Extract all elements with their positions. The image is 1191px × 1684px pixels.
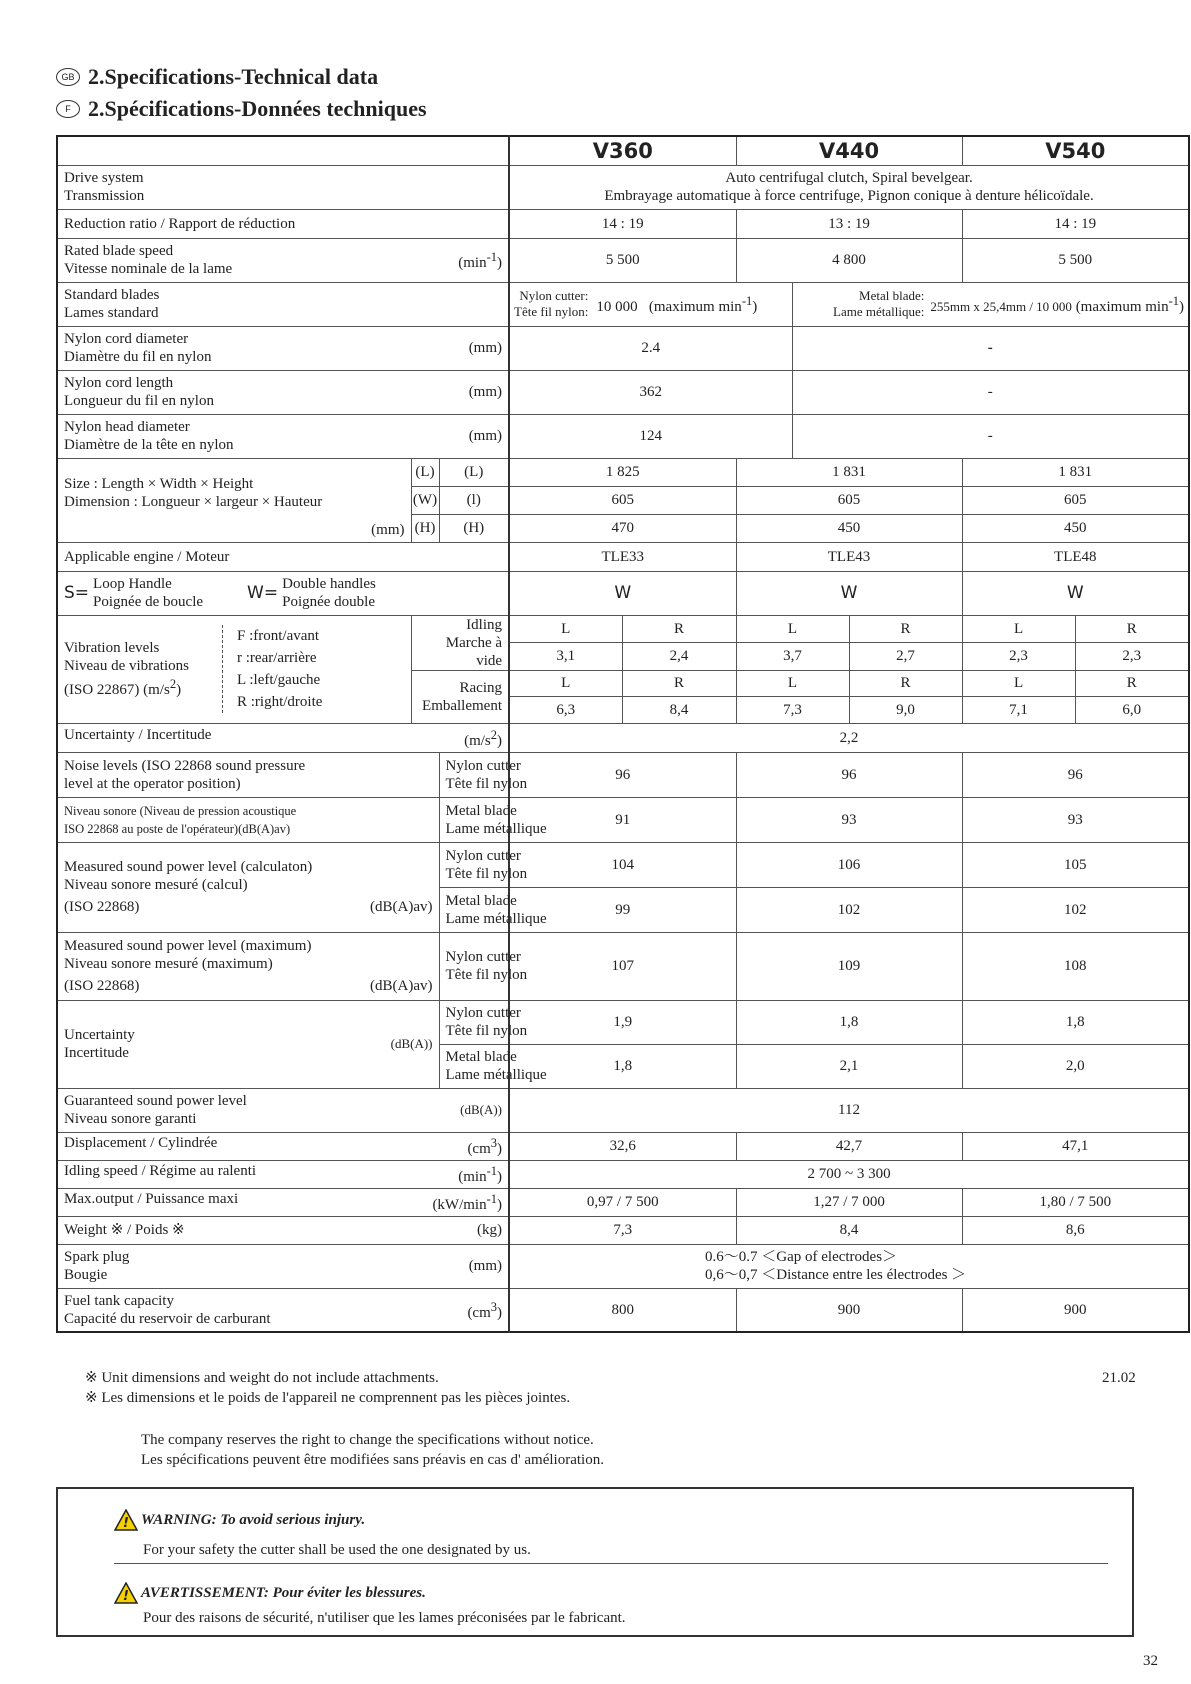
max-output-label: Max.output / Puissance maxi $(kW/\min^{-1})$: [57, 1188, 509, 1216]
heading-fr: [56, 96, 427, 122]
power-max-v540: 108: [962, 932, 1189, 1000]
table-row: [57, 1216, 1189, 1244]
table-row: [57, 1244, 1189, 1288]
noise-nylon-label: Nylon cutter Tête fil nylon: [439, 752, 509, 797]
standard-blades-metal: Metal blade: Lame métallique: 255mm x 25,4mm / 10 000 (maximum $\min^{-1}$): [792, 282, 1189, 326]
size-l-v360: 1 825: [509, 458, 736, 486]
table-row: [57, 414, 1189, 458]
table-row: [57, 1188, 1189, 1216]
uncertainty-db-label: Uncertainty Incertitude (dB(A)): [57, 1000, 439, 1088]
vib-side-r: R: [1075, 615, 1189, 643]
vib-side-r: R: [849, 615, 962, 643]
weight-v440: 8,4: [736, 1216, 962, 1244]
idling-v540-r: 2,3: [1075, 643, 1189, 671]
model-v540: V540: [962, 136, 1189, 165]
table-row: [57, 1160, 1189, 1188]
vib-side-r: R: [1075, 670, 1189, 696]
engine-v360: TLE33: [509, 542, 736, 571]
unc-db-nylon-v360: 1,9: [509, 1000, 736, 1044]
table-row: [57, 797, 1189, 842]
fuel-v360: 800: [509, 1288, 736, 1332]
racing-v360-l: 6,3: [509, 696, 622, 723]
table-row: [57, 370, 1189, 414]
vib-side-l: L: [736, 615, 849, 643]
vib-side-l: L: [509, 670, 622, 696]
table-row: [57, 326, 1189, 370]
weight-label: Weight ※ / Poids ※ (kg): [57, 1216, 509, 1244]
cord-length-dash: -: [792, 370, 1189, 414]
idling-v440-l: 3,7: [736, 643, 849, 671]
vibration-legend: F :front/avant r :rear/arrière L :left/gauche R :right/droite: [222, 625, 322, 713]
power-max-label: Measured sound power level (maximum) Niveau sonore mesuré (maximum) (ISO 22868) (dB(A)av): [57, 932, 439, 1000]
noise-nylon-v440: 96: [736, 752, 962, 797]
noise-nylon-v540: 96: [962, 752, 1189, 797]
size-h-v440: 450: [736, 514, 962, 542]
version-number: 21.02: [1102, 1370, 1136, 1386]
guaranteed-label: Guaranteed sound power level Niveau sonore garanti (dB(A)): [57, 1088, 509, 1132]
racing-v360-r: 8,4: [622, 696, 736, 723]
engine-v440: TLE43: [736, 542, 962, 571]
heading-gb-title: 2.Specifications-Technical data: [88, 64, 379, 89]
blade-speed-v360: 5 500: [509, 238, 736, 282]
weight-v360: 7,3: [509, 1216, 736, 1244]
idling-v440-r: 2,7: [849, 643, 962, 671]
table-row: [57, 932, 1189, 1000]
unc-db-nylon-v540: 1,8: [962, 1000, 1189, 1044]
table-row: [57, 571, 1189, 615]
vib-side-r: R: [622, 670, 736, 696]
racing-v440-l: 7,3: [736, 696, 849, 723]
reserve-fr: Les spécifications peuvent être modifiées sans préavis en cas d' amélioration.: [141, 1452, 604, 1468]
blade-speed-v540: 5 500: [962, 238, 1189, 282]
max-output-v440: 1,27 / 7 000: [736, 1188, 962, 1216]
size-w-v360: 605: [509, 486, 736, 514]
table-row: [57, 1132, 1189, 1160]
cord-length-value: 362: [509, 370, 792, 414]
cord-diameter-value: 2.4: [509, 326, 792, 370]
displacement-label: Displacement / Cylindrée $(cm^3)$: [57, 1132, 509, 1160]
size-key-en: (L): [411, 458, 439, 486]
standard-blades-label: Standard blades Lames standard: [57, 282, 509, 326]
head-diameter-label: Nylon head diameter Diamètre de la tête en nylon (mm): [57, 414, 509, 458]
cord-diameter-label: Nylon cord diameter Diamètre du fil en nylon (mm): [57, 326, 509, 370]
head-diameter-dash: -: [792, 414, 1189, 458]
uncertainty-db-metal-label: Metal blade Lame métallique: [439, 1044, 509, 1088]
table-row: [57, 238, 1189, 282]
reduction-v540: 14 : 19: [962, 209, 1189, 238]
weight-v540: 8,6: [962, 1216, 1189, 1244]
reduction-v360: 14 : 19: [509, 209, 736, 238]
uncertainty-vib-value: 2,2: [509, 723, 1189, 752]
engine-v540: TLE48: [962, 542, 1189, 571]
racing-label: Racing Emballement: [411, 670, 509, 723]
warning-title-en: ! WARNING: To avoid serious injury.: [114, 1509, 365, 1531]
displacement-v440: 42,7: [736, 1132, 962, 1160]
power-calc-metal-v360: 99: [509, 887, 736, 932]
noise-metal-v540: 93: [962, 797, 1189, 842]
drive-value: Auto centrifugal clutch, Spiral bevelgear. Embrayage automatique à force centrifuge, Pignon conique à denture hélicoïdale.: [509, 165, 1189, 209]
unc-db-metal-v540: 2,0: [962, 1044, 1189, 1088]
max-output-v360: 0,97 / 7 500: [509, 1188, 736, 1216]
table-row: [57, 282, 1189, 326]
size-w-v540: 605: [962, 486, 1189, 514]
table-row: [57, 723, 1189, 752]
power-calc-metal-v440: 102: [736, 887, 962, 932]
size-key-fr: (l): [439, 486, 509, 514]
idling-v540-l: 2,3: [962, 643, 1075, 671]
blade-speed-label: Rated blade speed Vitesse nominale de la lame $(\min^{-1})$: [57, 238, 509, 282]
vib-side-l: L: [509, 615, 622, 643]
size-key-fr: (L): [439, 458, 509, 486]
size-l-v440: 1 831: [736, 458, 962, 486]
vib-side-l: L: [736, 670, 849, 696]
fuel-v440: 900: [736, 1288, 962, 1332]
unc-db-nylon-v440: 1,8: [736, 1000, 962, 1044]
vibration-label: Vibration levels Niveau de vibrations (ISO 22867) $(m/s^2)$ F :front/avant r :rear/arrière L :left/gauche R :right/droite: [57, 615, 411, 723]
guaranteed-value: 112: [509, 1088, 1189, 1132]
blade-speed-v440: 4 800: [736, 238, 962, 282]
power-calc-label: Measured sound power level (calculaton) Niveau sonore mesuré (calcul) (ISO 22868) (dB(A)av): [57, 842, 439, 932]
head-diameter-value: 124: [509, 414, 792, 458]
power-calc-metal-v540: 102: [962, 887, 1189, 932]
handle-v360: W: [509, 571, 736, 615]
handle-v540: W: [962, 571, 1189, 615]
table-row: [57, 1088, 1189, 1132]
size-key-fr: (H): [439, 514, 509, 542]
noise-metal-v440: 93: [736, 797, 962, 842]
idling-speed-label: Idling speed / Régime au ralenti $(\min^{-1})$: [57, 1160, 509, 1188]
vib-side-r: R: [849, 670, 962, 696]
uncertainty-db-nylon-label: Nylon cutter Tête fil nylon: [439, 1000, 509, 1044]
max-output-v540: 1,80 / 7 500: [962, 1188, 1189, 1216]
racing-v440-r: 9,0: [849, 696, 962, 723]
svg-text:!: !: [123, 1589, 129, 1604]
noise-label-fr: Niveau sonore (Niveau de pression acoustique ISO 22868 au poste de l'opérateur)(dB(A)av): [57, 797, 439, 842]
handle-label: S= Loop Handle Poignée de boucle W= Double handles Poignée double: [57, 571, 509, 615]
power-max-v440: 109: [736, 932, 962, 1000]
power-calc-nylon-v540: 105: [962, 842, 1189, 887]
idling-speed-value: 2 700 ~ 3 300: [509, 1160, 1189, 1188]
displacement-v540: 47,1: [962, 1132, 1189, 1160]
power-calc-nylon-v360: 104: [509, 842, 736, 887]
table-row: [57, 842, 1189, 887]
spark-label: Spark plug Bougie (mm): [57, 1244, 509, 1288]
warning-triangle-icon: [114, 1509, 138, 1531]
size-key-en: (H): [411, 514, 439, 542]
warning-text-en: For your safety the cutter shall be used the one designated by us.: [143, 1542, 531, 1558]
table-row: [57, 136, 1189, 165]
racing-v540-r: 6,0: [1075, 696, 1189, 723]
heading-fr-title: 2.Spécifications-Données techniques: [88, 96, 427, 121]
idling-v360-r: 2,4: [622, 643, 736, 671]
table-row: [57, 1000, 1189, 1044]
reduction-label: Reduction ratio / Rapport de réduction: [57, 209, 509, 238]
gb-flag-icon: GB: [56, 68, 80, 86]
racing-v540-l: 7,1: [962, 696, 1075, 723]
power-calc-nylon-v440: 106: [736, 842, 962, 887]
table-row: [57, 1288, 1189, 1332]
size-key-en: (W): [411, 486, 439, 514]
cord-length-label: Nylon cord length Longueur du fil en nylon (mm): [57, 370, 509, 414]
reduction-v440: 13 : 19: [736, 209, 962, 238]
warning-triangle-icon: [114, 1582, 138, 1604]
vib-side-l: L: [962, 670, 1075, 696]
drive-label: Drive system Transmission: [57, 165, 509, 209]
uncertainty-vib-label: Uncertainty / Incertitude $(m/s^2)$: [57, 723, 509, 752]
standard-blades-nylon: Nylon cutter: Tête fil nylon: 10 000 (maximum $\min^{-1}$): [509, 282, 792, 326]
table-row: [57, 615, 1189, 643]
noise-label-en: Noise levels (ISO 22868 sound pressure level at the operator position): [57, 752, 439, 797]
fuel-v540: 900: [962, 1288, 1189, 1332]
warning-title-fr: ! AVERTISSEMENT: Pour éviter les blessures.: [114, 1582, 426, 1604]
size-l-v540: 1 831: [962, 458, 1189, 486]
cord-diameter-dash: -: [792, 326, 1189, 370]
noise-nylon-v360: 96: [509, 752, 736, 797]
size-h-v360: 470: [509, 514, 736, 542]
warning-text-fr: Pour des raisons de sécurité, n'utiliser que les lames préconisées par le fabricant.: [143, 1610, 626, 1626]
unc-db-metal-v360: 1,8: [509, 1044, 736, 1088]
model-v360: V360: [509, 136, 736, 165]
table-row: [57, 165, 1189, 209]
size-h-v540: 450: [962, 514, 1189, 542]
vib-side-r: R: [622, 615, 736, 643]
note-en: ※ Unit dimensions and weight do not include attachments.: [85, 1370, 439, 1386]
power-max-nylon-label: Nylon cutter Tête fil nylon: [439, 932, 509, 1000]
table-row: [57, 752, 1189, 797]
size-w-v440: 605: [736, 486, 962, 514]
unc-db-metal-v440: 2,1: [736, 1044, 962, 1088]
svg-text:!: !: [123, 1516, 129, 1531]
table-row: [57, 458, 1189, 486]
fr-flag-icon: F: [56, 100, 80, 118]
idling-label: Idling Marche à vide: [411, 615, 509, 670]
idling-v360-l: 3,1: [509, 643, 622, 671]
heading-gb: [56, 64, 378, 90]
noise-metal-v360: 91: [509, 797, 736, 842]
noise-metal-label: Metal blade Lame métallique: [439, 797, 509, 842]
power-calc-metal-label: Metal blade Lame métallique: [439, 887, 509, 932]
header-blank: [57, 136, 509, 165]
power-calc-nylon-label: Nylon cutter Tête fil nylon: [439, 842, 509, 887]
page-number: 32: [1143, 1653, 1158, 1669]
reserve-en: The company reserves the right to change the specifications without notice.: [141, 1432, 594, 1448]
warning-box: [56, 1487, 1134, 1637]
handle-v440: W: [736, 571, 962, 615]
engine-label: Applicable engine / Moteur: [57, 542, 509, 571]
fuel-label: Fuel tank capacity Capacité du reservoir de carburant $(cm^3)$: [57, 1288, 509, 1332]
size-label: Size : Length × Width × Height Dimension : Longueur × largeur × Hauteur (mm): [57, 458, 411, 542]
model-v440: V440: [736, 136, 962, 165]
warning-divider: [114, 1563, 1108, 1564]
spark-value: 0.6～0.7 ＜Gap of electrodes＞ 0,6～0,7 ＜Distance entre les électrodes ＞: [509, 1244, 1189, 1288]
vib-side-l: L: [962, 615, 1075, 643]
displacement-v360: 32,6: [509, 1132, 736, 1160]
table-row: [57, 209, 1189, 238]
power-max-v360: 107: [509, 932, 736, 1000]
note-fr: ※ Les dimensions et le poids de l'appareil ne comprennent pas les pièces jointes.: [85, 1390, 571, 1406]
table-row: [57, 542, 1189, 571]
spec-table: [56, 135, 1190, 1333]
